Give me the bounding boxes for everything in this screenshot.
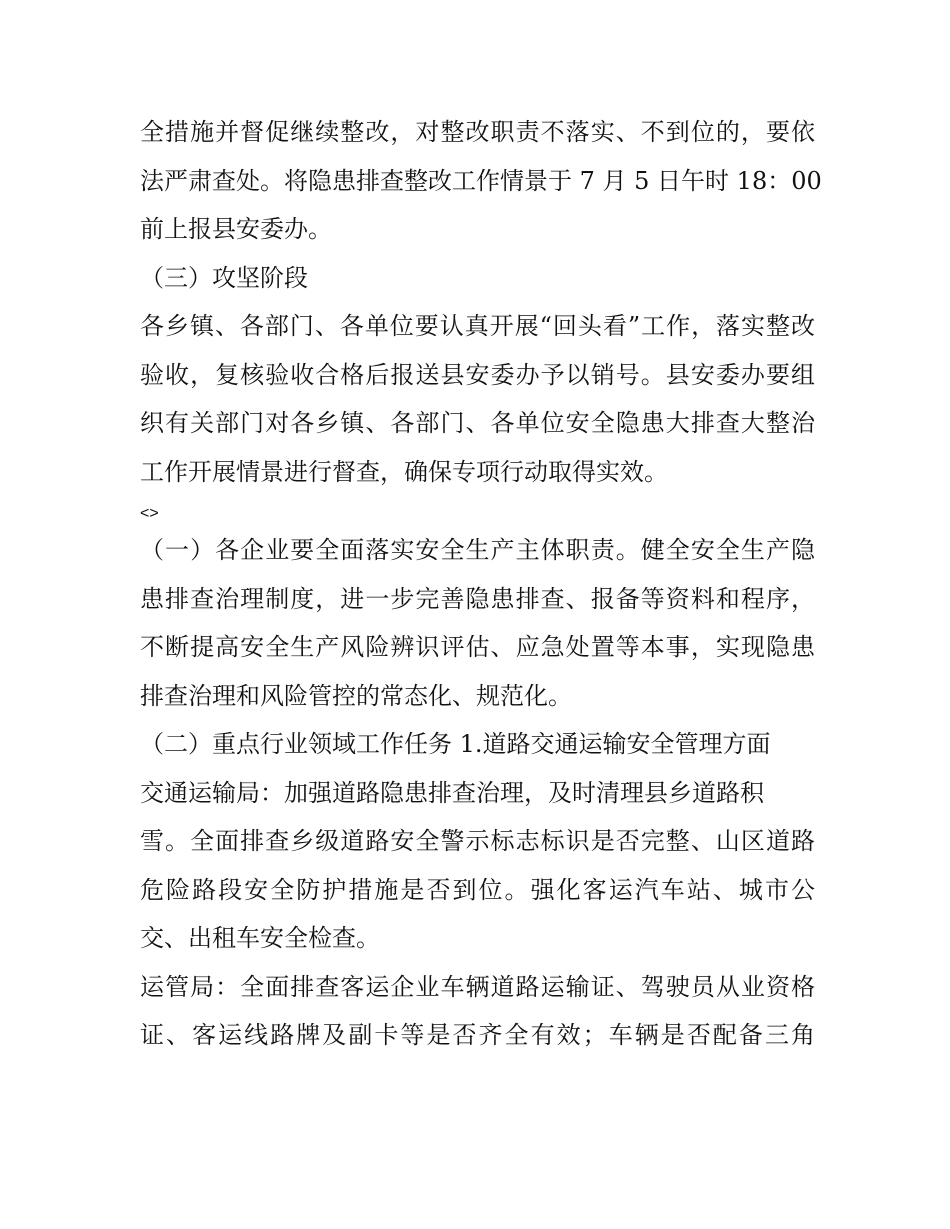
text-line: （二）重点行业领域工作任务 1.道路交通运输安全管理方面	[140, 730, 771, 758]
text-line: 不断提高安全生产风险辨识评估、应急处置等本事，实现隐患	[140, 633, 815, 661]
text-line: （一）各企业要全面落实安全生产主体职责。健全安全生产隐	[140, 536, 815, 564]
text-line: 验收，复核验收合格后报送县安委办予以销号。县安委办要组	[140, 360, 815, 389]
text-line: 患排查治理制度，进一步完善隐患排查、报备等资料和程序，	[140, 584, 815, 613]
text-line: 雪。全面排查乡级道路安全警示标志标识是否完整、山区道路	[140, 827, 815, 855]
text-line: （三）攻坚阶段	[140, 263, 308, 292]
text-line: 织有关部门对各乡镇、各部门、各单位安全隐患大排查大整治	[140, 409, 815, 437]
section-marker: <>	[140, 505, 159, 522]
text-line: 交通运输局：加强道路隐患排查治理，及时清理县乡道路积	[140, 778, 764, 807]
text-line: 全措施并督促继续整改，对整改职责不落实、不到位的，要依	[140, 118, 815, 146]
text-line: 各乡镇、各部门、各单位要认真开展“回头看”工作，落实整改	[140, 312, 815, 340]
text-line: 危险路段安全防护措施是否到位。强化客运汽车站、城市公	[140, 875, 815, 904]
text-line: 前上报县安委办。	[140, 215, 332, 243]
document-body	[140, 108, 822, 1060]
text-line: 排查治理和风险管控的常态化、规范化。	[140, 681, 572, 710]
text-line: 证、客运线路牌及副卡等是否齐全有效；车辆是否配备三角	[140, 1021, 815, 1049]
text-line: 工作开展情景进行督查，确保专项行动取得实效。	[140, 457, 668, 486]
text-line: 交、出租车安全检查。	[140, 924, 380, 952]
text-line: 运管局：全面排查客运企业车辆道路运输证、驾驶员从业资格	[140, 972, 815, 1001]
text-line: 法严肃查处。将隐患排查整改工作情景于 7 月 5 日午时 18：00	[140, 166, 822, 195]
